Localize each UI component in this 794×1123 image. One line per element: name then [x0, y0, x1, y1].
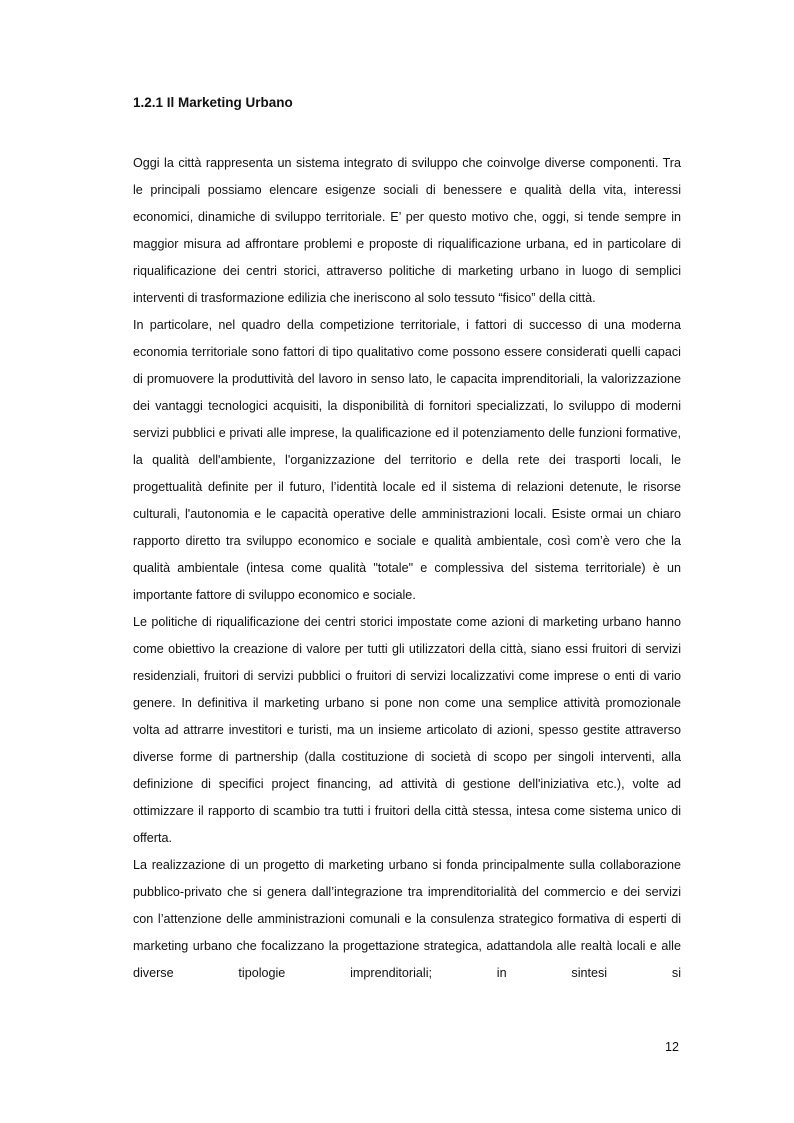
paragraph-1: Oggi la città rappresenta un sistema integrato di sviluppo che coinvolge diverse componenti. Tra le principali possiamo elencare esigenze sociali di benessere e qualità della vita, interessi economici, dinamiche di sviluppo territoriale. E’ per questo motivo che, oggi, si tende sempre in maggior misura ad affrontare problemi e proposte di riqualificazione urbana, ed in particolare di riqualificazione dei centri storici, attraverso politiche di marketing urbano in luogo di semplici interventi di trasformazione edilizia che ineriscono al solo tessuto “fisico” della città.: [133, 156, 681, 305]
paragraph-2: In particolare, nel quadro della competizione territoriale, i fattori di successo di una moderna economia territoriale sono fattori di tipo qualitativo come possono essere considerati quelli capaci di promuovere la produttività del lavoro in senso lato, le capacita imprenditoriali, la valorizzazione dei vantaggi tecnologici acquisiti, la disponibilità di fornitori specializzati, lo sviluppo di moderni servizi pubblici e privati alle imprese, la qualificazione ed il potenziamento delle funzioni formative, la qualità dell'ambiente, l'organizzazione del territorio e della rete dei trasporti locali, le progettualità definite per il futuro, l’identità locale ed il sistema di relazioni detenute, le risorse culturali, l'autonomia e le capacità operative delle amministrazioni locali. Esiste ormai un chiaro rapporto diretto tra sviluppo economico e sociale e qualità ambientale, così com’è vero che la qualità ambientale (intesa come qualità "totale" e complessiva del sistema territoriale) è un importante fattore di sviluppo economico e sociale.: [133, 318, 681, 602]
paragraph-3: Le politiche di riqualificazione dei centri storici impostate come azioni di marketing urbano hanno come obiettivo la creazione di valore per tutti gli utilizzatori della città, siano essi fruitori di servizi residenziali, fruitori di servizi pubblici o fruitori di servizi localizzativi come imprese o enti di vario genere. In definitiva il marketing urbano si pone non come una semplice attività promozionale volta ad attrarre investitori e turisti, ma un insieme articolato di azioni, spesso gestite attraverso diverse forme di partnership (dalla costituzione di società di scopo per singoli interventi, alla definizione di specifici project financing, ad attività di gestione dell'iniziativa etc.), volte ad ottimizzare il rapporto di scambio tra tutti i fruitori della città stessa, intesa come sistema unico di offerta.: [133, 615, 681, 845]
document-page: [133, 0, 681, 1123]
paragraph-4: La realizzazione di un progetto di marketing urbano si fonda principalmente sulla collaborazione pubblico-privato che si genera dall’integrazione tra imprenditorialità del commercio e dei servizi con l’attenzione delle amministrazioni comunali e la consulenza strategico formativa di esperti di marketing urbano che focalizzano la progettazione strategica, adattandola alle realtà locali e alle diverse tipologie imprenditoriali; in sintesi si: [133, 858, 681, 980]
page-number: 12: [664, 1040, 679, 1054]
section-heading: 1.2.1 Il Marketing Urbano: [133, 95, 293, 110]
body-text: [133, 150, 681, 987]
